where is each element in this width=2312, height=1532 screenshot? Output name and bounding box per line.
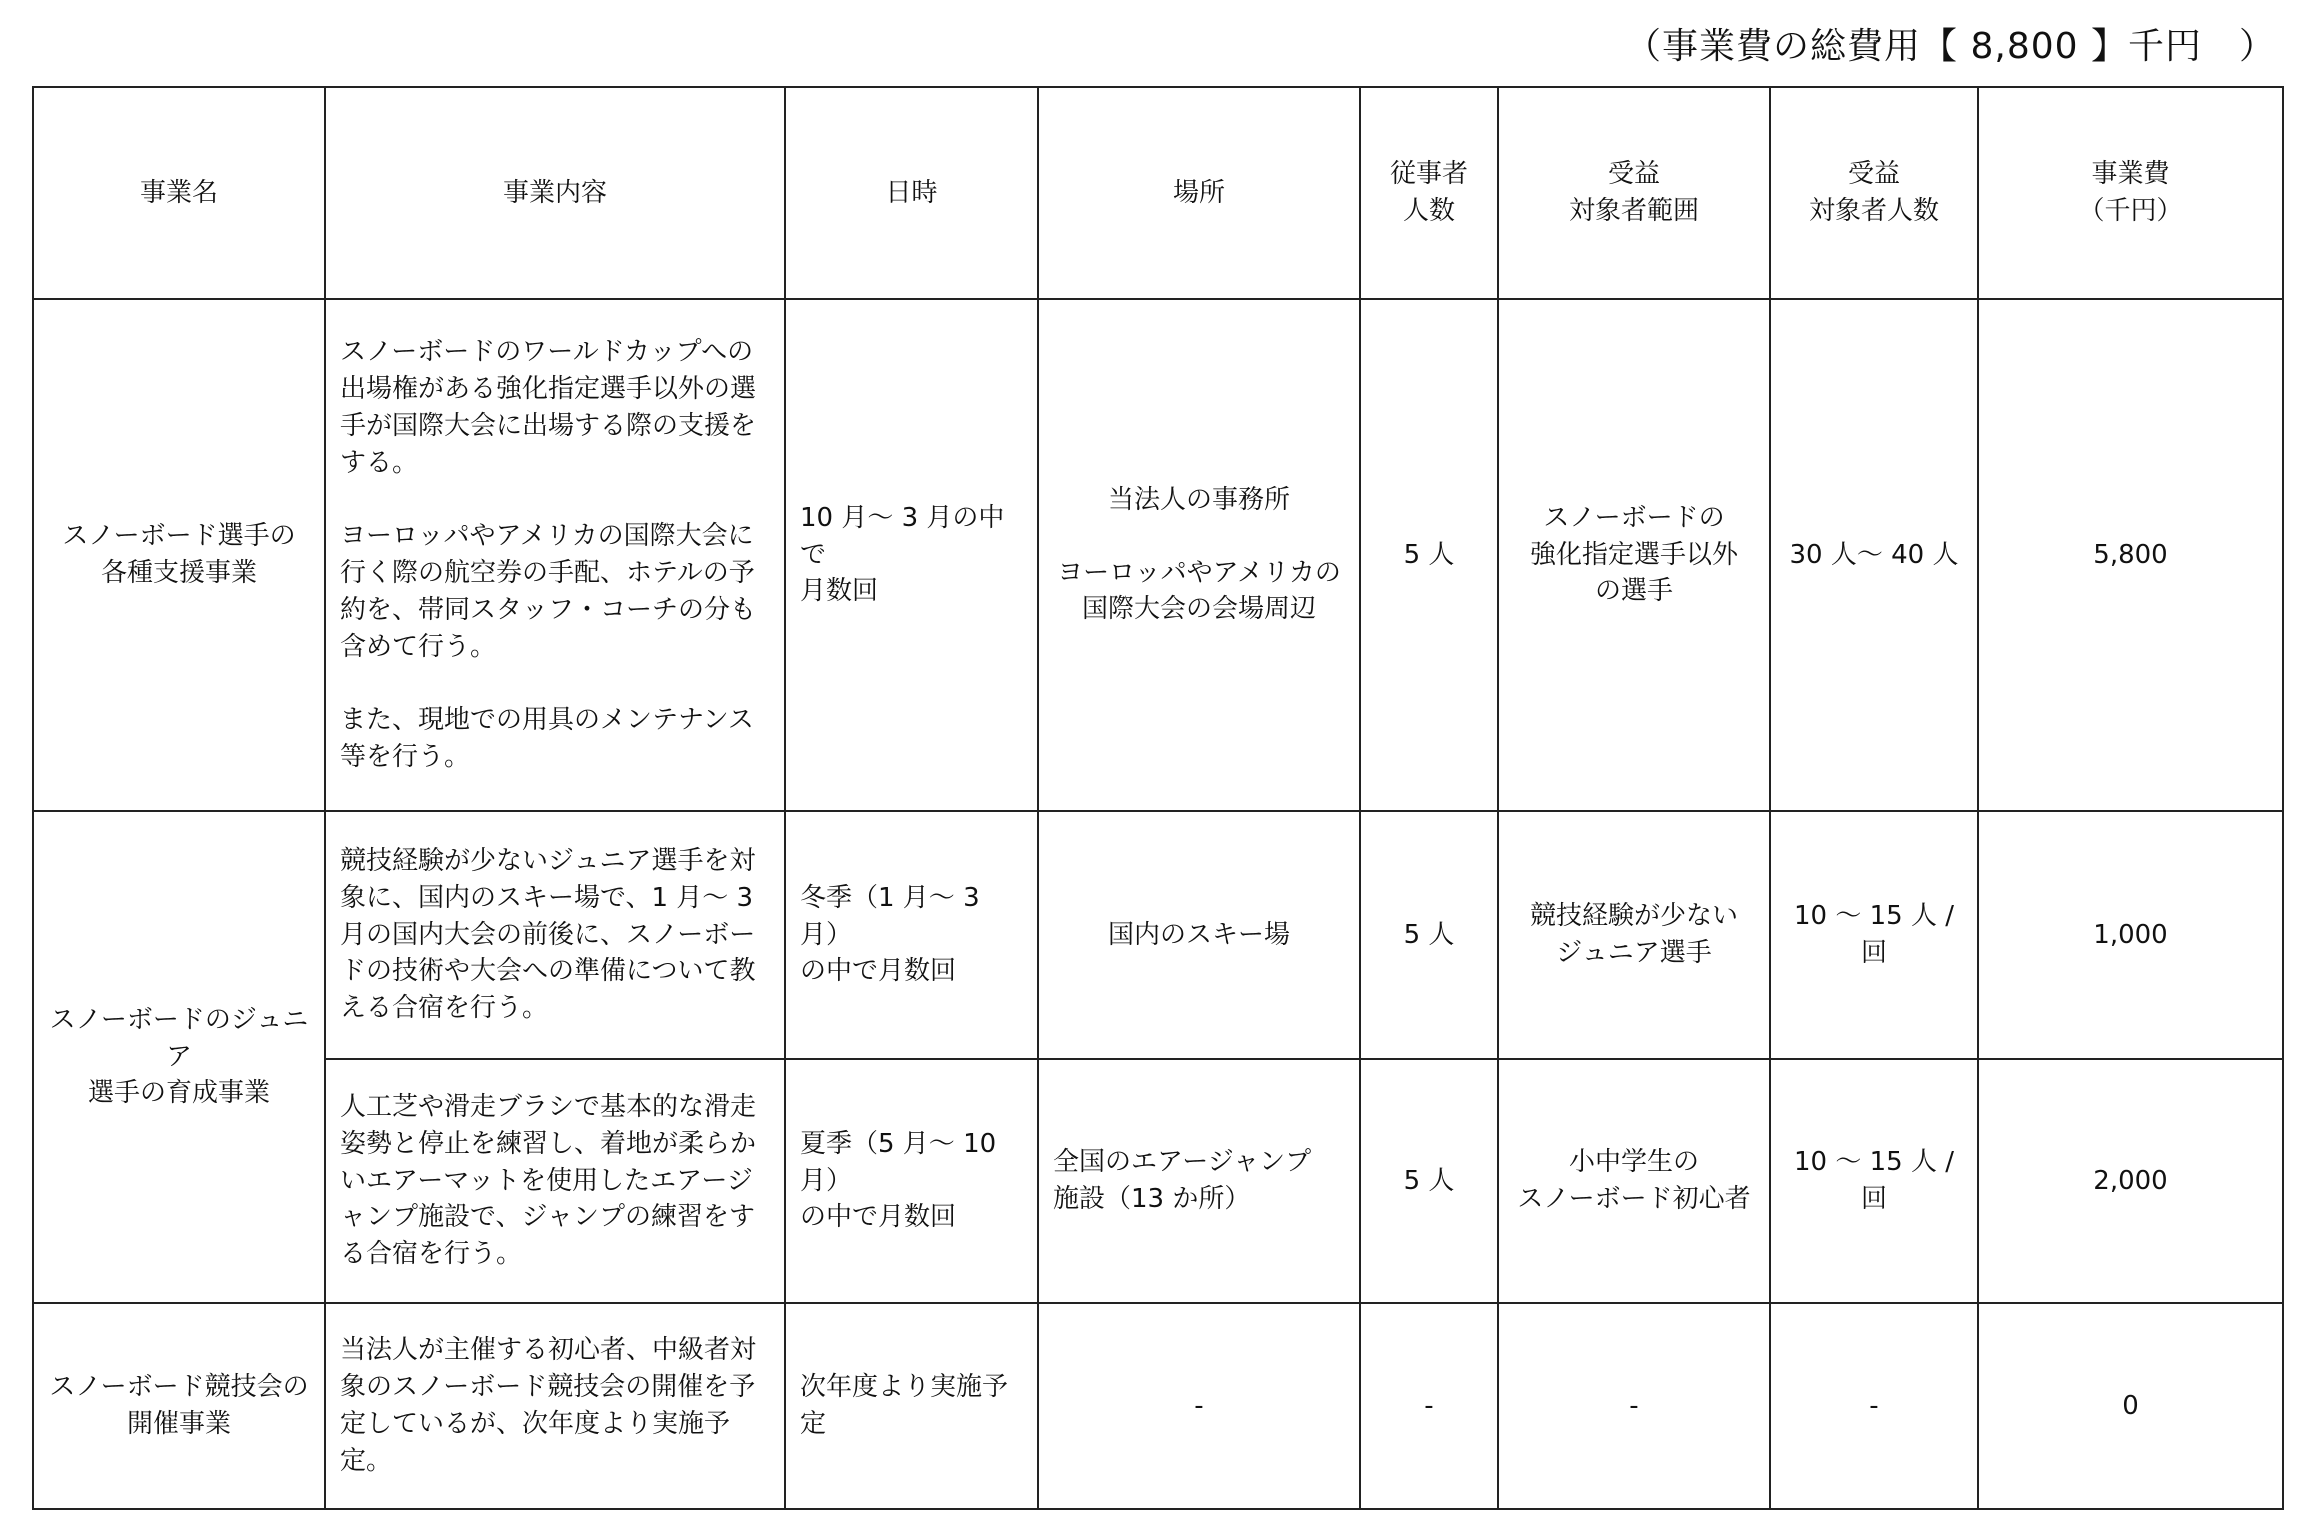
project-datetime: 次年度より実施予定 [785, 1303, 1038, 1509]
project-cost: 0 [1978, 1303, 2283, 1509]
project-name: スノーボード競技会の 開催事業 [33, 1303, 325, 1509]
content-paragraph: また、現地での用具のメンテナンス等を行う。 [340, 704, 754, 772]
project-content: 当法人が主催する初心者、中級者対象のスノーボード競技会の開催を予定しているが、次年度より実施予定。 [325, 1303, 785, 1509]
place-paragraph: ヨーロッパやアメリカの 国際大会の会場周辺 [1057, 557, 1341, 625]
content-paragraph: ヨーロッパやアメリカの国際大会に行く際の航空券の手配、ホテルの予約を、帯同スタッフ・コーチの分も含めて行う。 [340, 521, 757, 662]
project-datetime: 夏季（5 月〜 10 月） の中で月数回 [785, 1059, 1038, 1303]
project-cost: 2,000 [1978, 1059, 2283, 1303]
project-staff: 5 人 [1360, 811, 1498, 1059]
project-content [325, 299, 785, 811]
project-name: スノーボード選手の 各種支援事業 [33, 299, 325, 811]
total-cost-line: （事業費の総費用【 8,800 】千円 ） [1625, 26, 2276, 67]
project-target-count: - [1770, 1303, 1978, 1509]
project-content: 競技経験が少ないジュニア選手を対象に、国内のスキー場で、1 月〜 3 月の国内大会の前後に、スノーボードの技術や大会への準備について教える合宿を行う。 [325, 811, 785, 1059]
project-staff: 5 人 [1360, 1059, 1498, 1303]
header-datetime: 日時 [785, 87, 1038, 299]
business-plan-table [32, 86, 2284, 1510]
header-target-count: 受益 対象者人数 [1770, 87, 1978, 299]
header-staff: 従事者 人数 [1360, 87, 1498, 299]
project-target-range: - [1498, 1303, 1770, 1509]
project-place: 国内のスキー場 [1038, 811, 1360, 1059]
table-row [33, 811, 2283, 1059]
project-target-count: 10 〜 15 人 / 回 [1770, 1059, 1978, 1303]
project-target-count: 10 〜 15 人 / 回 [1770, 811, 1978, 1059]
table-row [33, 299, 2283, 811]
table-row [33, 1303, 2283, 1509]
header-content: 事業内容 [325, 87, 785, 299]
project-name: スノーボードのジュニア 選手の育成事業 [33, 811, 325, 1303]
header-target-range: 受益 対象者範囲 [1498, 87, 1770, 299]
project-target-range: 小中学生の スノーボード初心者 [1498, 1059, 1770, 1303]
project-target-range: スノーボードの 強化指定選手以外 の選手 [1498, 299, 1770, 811]
project-cost: 5,800 [1978, 299, 2283, 811]
project-datetime: 10 月〜 3 月の中で 月数回 [785, 299, 1038, 811]
content-paragraph: スノーボードのワールドカップへの出場権がある強化指定選手以外の選手が国際大会に出場する際の支援をする。 [340, 337, 757, 479]
project-staff: - [1360, 1303, 1498, 1509]
header-row [33, 87, 2283, 299]
project-place: 全国のエアージャンプ 施設（13 か所） [1038, 1059, 1360, 1303]
place-paragraph: 当法人の事務所 [1107, 484, 1290, 515]
project-datetime: 冬季（1 月〜 3 月） の中で月数回 [785, 811, 1038, 1059]
project-staff: 5 人 [1360, 299, 1498, 811]
header-name: 事業名 [33, 87, 325, 299]
header-cost: 事業費 （千円） [1978, 87, 2283, 299]
header-place: 場所 [1038, 87, 1360, 299]
project-place [1038, 299, 1360, 811]
project-target-count: 30 人〜 40 人 [1770, 299, 1978, 811]
project-content: 人工芝や滑走ブラシで基本的な滑走姿勢と停止を練習し、着地が柔らかいエアーマットを使用したエアージャンプ施設で、ジャンプの練習をする合宿を行う。 [325, 1059, 785, 1303]
project-target-range: 競技経験が少ない ジュニア選手 [1498, 811, 1770, 1059]
table-row [33, 1059, 2283, 1303]
project-cost: 1,000 [1978, 811, 2283, 1059]
project-place: - [1038, 1303, 1360, 1509]
